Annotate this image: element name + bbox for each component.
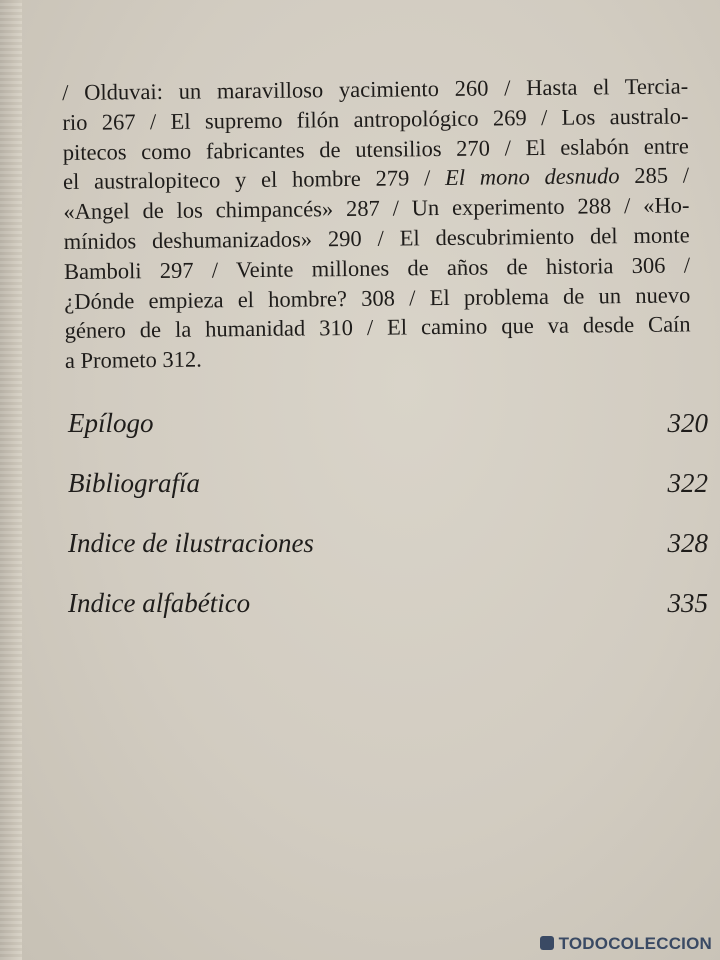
text-line: a Prometo 312. xyxy=(64,346,202,374)
text-run: el australopiteco y el hombre 279 / xyxy=(62,165,446,195)
text-line: / Olduvai: un maravilloso yacimiento 260 / Hasta el Tercia- xyxy=(62,73,689,105)
toc-title: Indice de ilustraciones xyxy=(68,528,314,558)
watermark-icon xyxy=(540,936,554,950)
toc-page-number: 335 xyxy=(667,588,708,618)
watermark-text: TODOCOLECCION xyxy=(558,934,712,953)
text-line: ¿Dónde empieza el hombre? 308 / El problema de un nuevo xyxy=(64,282,691,314)
text-run: 285 / xyxy=(619,162,690,189)
watermark-logo xyxy=(540,934,712,954)
text-line: «Angel de los chimpancés» 287 / Un experimento 288 / «Ho- xyxy=(63,192,690,225)
toc-entry-indice-ilustraciones xyxy=(68,528,708,588)
table-of-contents xyxy=(68,408,708,648)
toc-title: Bibliografía xyxy=(68,468,201,498)
book-page xyxy=(22,0,720,960)
book-title-italic: El mono desnudo xyxy=(444,163,620,191)
toc-title: Indice alfabético xyxy=(68,588,251,618)
toc-title: Epílogo xyxy=(68,408,154,438)
text-line: mínidos deshumanizados» 290 / El descubrimiento del monte xyxy=(63,222,690,254)
text-line: rio 267 / El supremo filón antropológico 269 / Los australo- xyxy=(62,103,689,135)
text-line: pitecos como fabricantes de utensilios 270 / El eslabón entre xyxy=(62,133,689,165)
toc-entry-bibliografia xyxy=(68,468,708,528)
toc-entry-indice-alfabetico xyxy=(68,588,708,648)
toc-entry-epilogo xyxy=(68,408,708,468)
toc-page-number: 320 xyxy=(667,408,708,438)
toc-page-number: 322 xyxy=(667,468,708,498)
contents-paragraph xyxy=(62,71,691,376)
page-edge xyxy=(0,0,22,960)
toc-page-number: 328 xyxy=(667,528,708,558)
text-line: Bamboli 297 / Veinte millones de años de historia 306 / xyxy=(63,252,691,284)
text-line: género de la humanidad 310 / El camino que va desde Caín xyxy=(64,311,691,344)
